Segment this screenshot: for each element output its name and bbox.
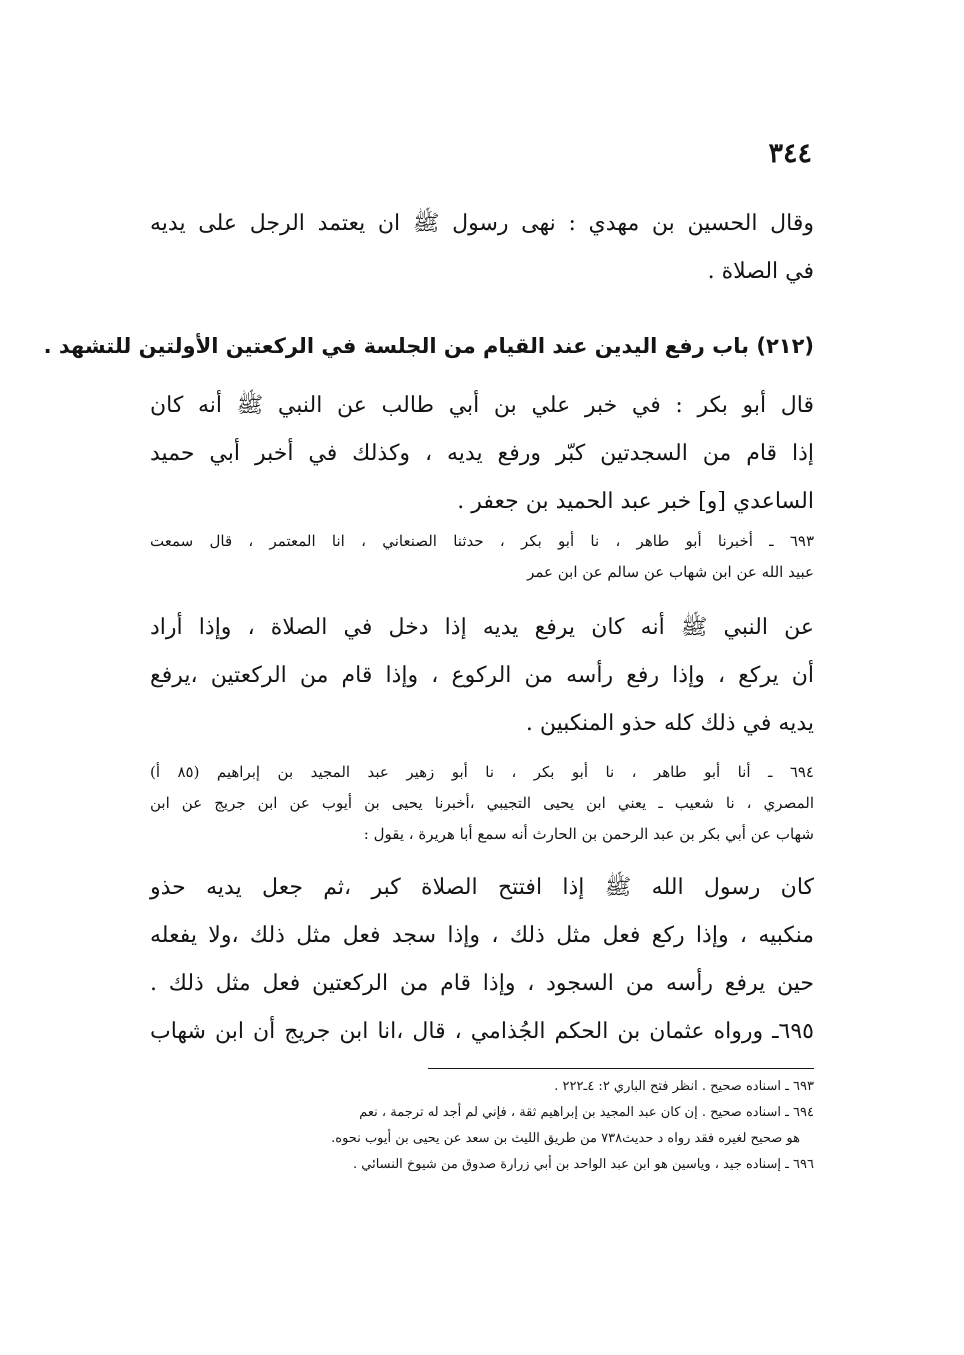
footnote-693: ٦٩٣ ـ اسناده صحيح . انظر فتح الباري ٢: ٤ـ٢٢٢ . xyxy=(554,1079,814,1094)
isnad-693 xyxy=(150,526,814,588)
isnad-line: شهاب عن أبي بكر بن عبد الرحمن بن الحارث أنه سمع أبا هريرة ، يقول : xyxy=(363,825,814,843)
text-line: كان رسول الله ﷺ إذا افتتح الصلاة كبر ،ثم جعل يديه حذو xyxy=(150,875,814,900)
paragraph-husain-ibn-mahdi xyxy=(150,200,814,296)
isnad-line: المصري ، نا شعيب ـ يعني ابن يحيى التجيبي ،أخبرنا يحيى بن أيوب عن ابن جريج عن ابن xyxy=(150,794,814,812)
footnotes xyxy=(150,1074,814,1178)
text-line: أن يركع ، وإذا رفع رأسه من الركوع ، وإذا قام من الركعتين ،يرفع xyxy=(150,663,814,688)
text-line: حين يرفع رأسه من السجود ، وإذا قام من الركعتين فعل مثل ذلك . xyxy=(150,971,814,996)
footnote-694-continued: هو صحيح لغيره فقد رواه د حديث٧٣٨ من طريق الليث بن سعد عن يحيى بن أيوب نحوه. xyxy=(331,1131,800,1146)
chapter-title: (٢١٢) باب رفع اليدين عند القيام من الجلسة في الركعتين الأولتين للتشهد . xyxy=(43,334,814,358)
text-line: الساعدي [و] خبر عبد الحميد بن جعفر . xyxy=(457,489,814,514)
matn-694 xyxy=(150,864,814,1056)
isnad-line: عبيد الله عن ابن شهاب عن سالم عن ابن عمر xyxy=(527,563,814,581)
page-number: ٣٤٤ xyxy=(768,138,812,169)
text-line: عن النبي ﷺ أنه كان يرفع يديه إذا دخل في الصلاة ، وإذا أراد xyxy=(150,615,814,640)
text-line: منكبيه ، وإذا ركع فعل مثل ذلك ، وإذا سجد فعل مثل ذلك ،ولا يفعله xyxy=(150,923,814,948)
chapter-heading xyxy=(43,326,814,366)
isnad-line: ٦٩٣ ـ أخبرنا أبو طاهر ، نا أبو بكر ، حدثنا الصنعاني ، انا المعتمر ، قال سمعت xyxy=(150,532,814,550)
isnad-line: ٦٩٤ ـ أنا أبو طاهر ، نا أبو بكر ، نا أبو زهير عبد المجيد بن إبراهيم (٨٥ أ) xyxy=(150,763,814,781)
text-line: ٦٩٥ـ ورواه عثمان بن الحكم الجُذامي ، قال ،انا ابن جريج أن ابن شهاب xyxy=(150,1019,814,1044)
matn-693 xyxy=(150,604,814,748)
footnote-694: ٦٩٤ ـ اسناده صحيح . إن كان عبد المجيد بن إبراهيم ثقة ، فإني لم أجد له ترجمة ، نعم xyxy=(359,1105,814,1120)
text-line: إذا قام من السجدتين كبّر ورفع يديه ، وكذلك في أخبر أبي حميد xyxy=(150,441,814,466)
isnad-694 xyxy=(150,757,814,850)
text-line: وقال الحسين بن مهدي : نهى رسول ﷺ ان يعتمد الرجل على يديه xyxy=(150,211,814,236)
text-line: قال أبو بكر : في خبر علي بن أبي طالب عن النبي ﷺ أنه كان xyxy=(150,393,814,418)
paragraph-abu-bakr xyxy=(150,382,814,526)
text-line: يديه في ذلك كله حذو المنكبين . xyxy=(525,711,814,736)
footnote-696: ٦٩٦ ـ إسناده جيد ، وياسين هو ابن عبد الواحد بن أبي زرارة صدوق من شيوخ النسائي . xyxy=(353,1157,814,1172)
text-line: في الصلاة . xyxy=(707,259,814,284)
footnote-divider xyxy=(428,1068,814,1069)
